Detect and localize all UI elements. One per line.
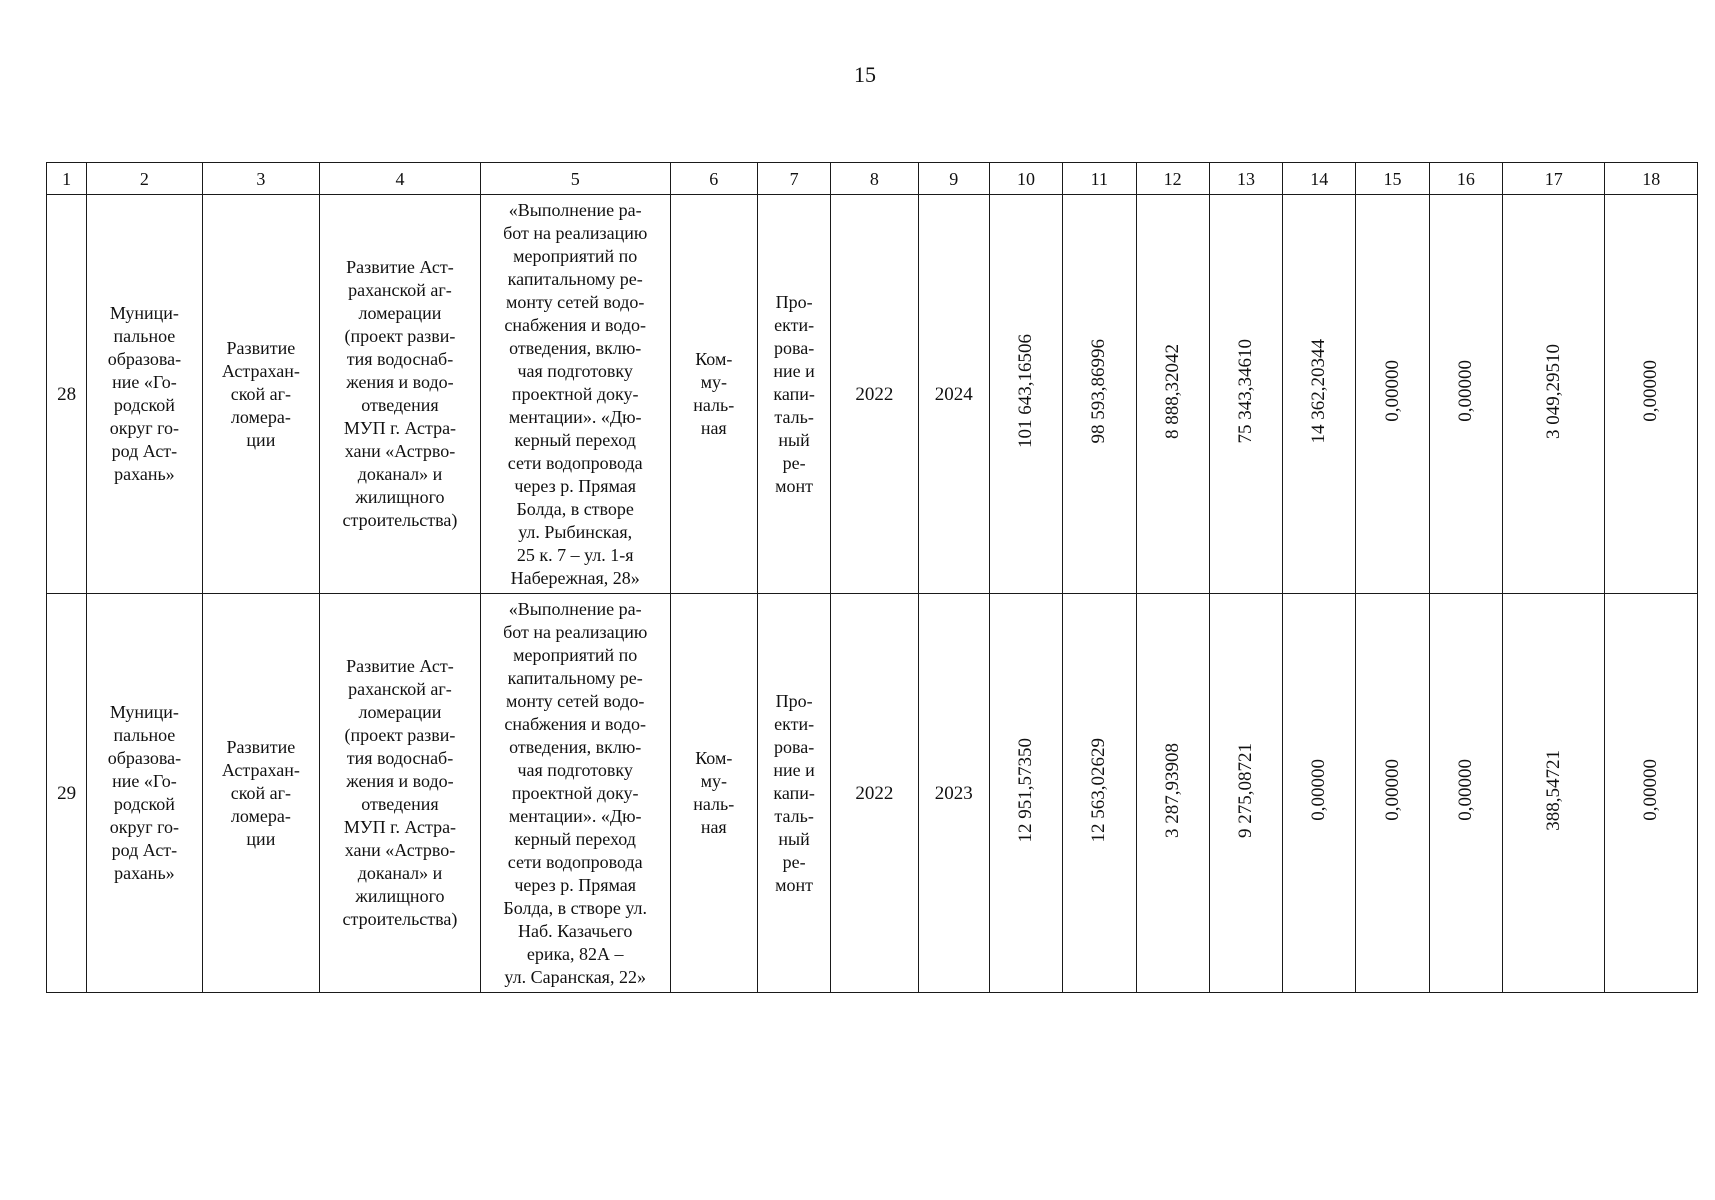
project-text: Развитие Аст- раханской аг- ломерации (проект разви- тия водоснаб- жения и водо- отведения МУП г. Астра- хани «Астрво- доканал» и жилищного строительства) bbox=[342, 257, 458, 530]
amount-value: 0,00000 bbox=[1640, 759, 1662, 821]
column-header: 2 bbox=[87, 163, 202, 195]
amount-value: 3 287,93908 bbox=[1161, 742, 1183, 838]
table-row bbox=[47, 195, 1698, 594]
project-cell bbox=[320, 594, 481, 993]
work-type-text: Про- екти- рова- ние и капи- таль- ный ре- монт bbox=[773, 291, 815, 496]
data-table bbox=[46, 162, 1698, 993]
amount-cell-14 bbox=[1283, 594, 1356, 993]
amount-cell-12 bbox=[1136, 594, 1209, 993]
amount-cell-10 bbox=[989, 195, 1062, 594]
column-header: 15 bbox=[1356, 163, 1429, 195]
amount-cell-13 bbox=[1209, 594, 1282, 993]
amount-cell-16 bbox=[1429, 594, 1502, 993]
program-text: Развитие Астрахан- ской аг- ломера- ции bbox=[221, 736, 300, 849]
amount-value: 0,00000 bbox=[1640, 360, 1662, 422]
column-header: 4 bbox=[320, 163, 481, 195]
amount-cell-18 bbox=[1605, 195, 1698, 594]
page-number: 15 bbox=[854, 62, 876, 87]
amount-cell-11 bbox=[1063, 195, 1136, 594]
sphere-text: Ком- му- наль- ная bbox=[693, 748, 735, 837]
measure-cell bbox=[480, 594, 670, 993]
amount-value: 9 275,08721 bbox=[1234, 742, 1256, 838]
year-end-cell: 2023 bbox=[918, 594, 989, 993]
amount-value: 0,00000 bbox=[1381, 759, 1403, 821]
amount-value: 12 951,57350 bbox=[1015, 737, 1037, 843]
amount-value: 98 593,86996 bbox=[1088, 338, 1110, 444]
program-text: Развитие Астрахан- ской аг- ломера- ции bbox=[221, 337, 300, 450]
year-start-cell: 2022 bbox=[831, 594, 918, 993]
amount-value: 3 049,29510 bbox=[1542, 343, 1564, 439]
work-type-cell bbox=[757, 195, 830, 594]
measure-cell bbox=[480, 195, 670, 594]
column-number-row bbox=[47, 163, 1698, 195]
column-header: 13 bbox=[1209, 163, 1282, 195]
amount-cell-11 bbox=[1063, 594, 1136, 993]
measure-text: «Выполнение ра- бот на реализацию мероприятий по капитальному ре- монту сетей водо- снабжения и водо- отведения, вклю- чая подготовку проектной доку- ментации». «Дю- керный переход сети водопровода через р. Прямая Болда, в створе ул. Наб. Казачьего ерика, 82А – ул. Саранская, 22» bbox=[503, 598, 648, 987]
column-header: 14 bbox=[1283, 163, 1356, 195]
amount-cell-16 bbox=[1429, 195, 1502, 594]
amount-cell-15 bbox=[1356, 594, 1429, 993]
amount-value: 12 563,02629 bbox=[1088, 737, 1110, 843]
year-start-cell: 2022 bbox=[831, 195, 918, 594]
column-header: 16 bbox=[1429, 163, 1502, 195]
column-header: 8 bbox=[831, 163, 918, 195]
amount-value: 388,54721 bbox=[1542, 749, 1564, 831]
column-header: 18 bbox=[1605, 163, 1698, 195]
amount-cell-17 bbox=[1502, 594, 1604, 993]
sphere-cell bbox=[670, 195, 757, 594]
amount-value: 0,00000 bbox=[1454, 759, 1476, 821]
column-header: 10 bbox=[989, 163, 1062, 195]
program-cell bbox=[202, 195, 319, 594]
row-number-cell: 29 bbox=[47, 594, 87, 993]
amount-value: 75 343,34610 bbox=[1234, 338, 1256, 444]
municipality-cell bbox=[87, 195, 202, 594]
column-header: 12 bbox=[1136, 163, 1209, 195]
municipality-text: Муници- пальное образова- ние «Го- родской округ го- род Аст- рахань» bbox=[107, 303, 182, 484]
amount-value: 0,00000 bbox=[1454, 360, 1476, 422]
amount-cell-13 bbox=[1209, 195, 1282, 594]
amount-value: 0,00000 bbox=[1308, 759, 1330, 821]
row-number-cell: 28 bbox=[47, 195, 87, 594]
amount-cell-15 bbox=[1356, 195, 1429, 594]
column-header: 11 bbox=[1063, 163, 1136, 195]
amount-cell-14 bbox=[1283, 195, 1356, 594]
project-text: Развитие Аст- раханской аг- ломерации (проект разви- тия водоснаб- жения и водо- отведения МУП г. Астра- хани «Астрво- доканал» и жилищного строительства) bbox=[342, 656, 458, 929]
column-header: 5 bbox=[480, 163, 670, 195]
amount-value: 0,00000 bbox=[1381, 360, 1403, 422]
amount-value: 101 643,16506 bbox=[1015, 334, 1037, 448]
amount-value: 14 362,20344 bbox=[1308, 338, 1330, 444]
column-header: 1 bbox=[47, 163, 87, 195]
column-header: 9 bbox=[918, 163, 989, 195]
amount-cell-17 bbox=[1502, 195, 1604, 594]
work-type-cell bbox=[757, 594, 830, 993]
column-header: 6 bbox=[670, 163, 757, 195]
amount-value: 8 888,32042 bbox=[1161, 343, 1183, 439]
sphere-text: Ком- му- наль- ная bbox=[693, 349, 735, 438]
measure-text: «Выполнение ра- бот на реализацию мероприятий по капитальному ре- монту сетей водо- снабжения и водо- отведения, вклю- чая подготовку проектной доку- ментации». «Дю- керный переход сети водопровода через р. Прямая Болда, в створе ул. Рыбинская, 25 к. 7 – ул. 1-я Набережная, 28» bbox=[503, 199, 648, 588]
amount-cell-18 bbox=[1605, 594, 1698, 993]
municipality-cell bbox=[87, 594, 202, 993]
year-end-cell: 2024 bbox=[918, 195, 989, 594]
column-header: 7 bbox=[757, 163, 830, 195]
program-cell bbox=[202, 594, 319, 993]
municipality-text: Муници- пальное образова- ние «Го- родской округ го- род Аст- рахань» bbox=[107, 702, 182, 883]
amount-cell-12 bbox=[1136, 195, 1209, 594]
table-row bbox=[47, 594, 1698, 993]
sphere-cell bbox=[670, 594, 757, 993]
amount-cell-10 bbox=[989, 594, 1062, 993]
column-header: 17 bbox=[1502, 163, 1604, 195]
column-header: 3 bbox=[202, 163, 319, 195]
project-cell bbox=[320, 195, 481, 594]
work-type-text: Про- екти- рова- ние и капи- таль- ный ре- монт bbox=[773, 690, 815, 895]
